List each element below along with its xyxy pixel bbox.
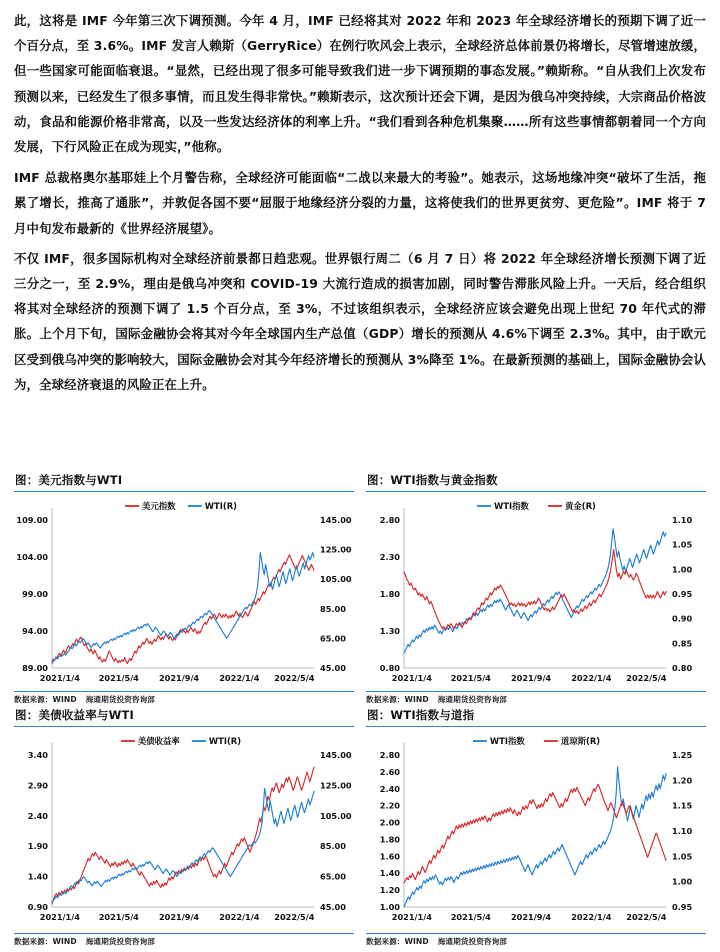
x-axis-tick: 2021/5/4 [98,912,139,922]
legend-label: 美债收益率 [137,736,180,746]
right-axis-tick: 1.20 [672,775,693,786]
right-axis-tick: 1.15 [672,800,693,811]
x-axis-tick: 2022/1/4 [219,912,260,922]
chart-plot-area [14,727,354,933]
chart-legend [121,736,241,746]
right-axis-tick: 45.00 [320,663,346,673]
left-axis-tick: 104.00 [16,552,48,562]
source-dept: 海通期货投资咨询部 [85,695,155,704]
right-axis-tick: 1.10 [672,515,693,525]
series-line-primary [52,767,314,904]
left-axis-tick: 1.90 [27,841,48,852]
right-axis-tick: 105.00 [320,574,352,585]
right-axis-tick: 0.95 [672,902,693,912]
x-axis-tick: 2022/1/4 [571,912,612,922]
right-axis-tick: 85.00 [320,603,346,614]
x-axis-tick: 2021/1/4 [39,912,80,922]
chart-card-wti-gold [366,470,706,705]
x-axis-tick: 2022/5/4 [626,912,667,922]
x-axis-tick: 2021/5/4 [450,912,491,922]
x-axis-tick: 2022/1/4 [571,673,612,683]
left-axis-tick: 2.30 [379,552,400,562]
x-axis-tick: 2022/5/4 [626,673,667,683]
right-axis-tick: 0.90 [672,613,693,624]
left-axis-tick: 1.40 [27,871,48,882]
right-axis-tick: 0.80 [672,663,693,673]
chart-legend [125,501,237,511]
right-axis-tick: 1.10 [672,826,693,836]
left-axis-tick: 1.30 [379,626,400,636]
legend-label: WTI(R) [208,736,242,746]
chart-source-note [14,933,354,947]
chart-legend [477,501,596,511]
right-axis-tick: 1.00 [672,876,693,887]
right-axis-tick: 125.00 [320,780,352,791]
left-axis-tick: 2.40 [379,783,400,794]
chart-title: 图：WTI指数与道指 [366,705,706,727]
series-line-primary [404,529,666,653]
right-axis-tick: 0.85 [672,638,693,649]
line-chart-svg [14,729,354,929]
left-axis-tick: 1.00 [379,902,400,912]
left-axis-tick: 0.90 [27,902,48,912]
left-axis-tick: 109.00 [16,515,48,525]
left-axis-tick: 2.00 [379,817,400,828]
right-axis-tick: 145.00 [320,515,352,525]
left-axis-tick: 2.80 [379,515,400,525]
legend-label: WTI指数 [489,736,525,746]
left-axis-tick: 2.40 [27,810,48,821]
left-axis-tick: 1.40 [379,868,400,879]
x-axis-tick: 2021/9/4 [510,912,552,922]
x-axis-tick: 2021/1/4 [391,673,432,683]
source-dept: 海通期货投资咨询部 [85,937,155,946]
chart-plot-area [366,727,706,933]
chart-title: 图：美元指数与WTI [14,470,354,492]
source-dept: 海通期货投资咨询部 [437,937,507,946]
x-axis-tick: 2021/5/4 [450,673,491,683]
source-prefix: 数据来源：WIND [366,937,429,946]
right-axis-tick: 105.00 [320,810,352,821]
right-axis-tick: 1.05 [672,539,693,550]
chart-source-note [366,691,706,705]
x-axis-tick: 2022/1/4 [219,673,260,683]
right-axis-tick: 0.95 [672,589,693,599]
series-line-secondary [404,550,666,630]
article-body [14,0,706,397]
left-axis-tick: 2.90 [27,780,48,791]
left-axis-tick: 1.60 [379,851,400,862]
left-axis-tick: 1.80 [379,589,400,599]
left-axis-tick: 3.40 [27,750,48,760]
chart-card-ust-yield-wti [14,705,354,947]
right-axis-tick: 65.00 [320,633,346,644]
chart-plot-area [366,492,706,691]
right-axis-tick: 85.00 [320,841,346,852]
paragraph-3: 不仅 IMF，很多国际机构对全球经济前景都日趋悲观。世界银行周二（6 月 7 日）将 2022 年全球经济增长预测下调了近三分之一，至 2.9%，理由是俄乌冲突和 COVID-19 大流行造成的损害加剧，同时警告滞胀风险上升。一天后，经合组织将其对全球经济的预测下调了 1.5 个百分点，至 3%，不过该组织表示，全球经济应该会避免出现上世纪 70 年代式的滞胀。上个月下旬，国际金融协会将其对今年全球国内生产总值（GDP）增长的预测从 4.6%下调至 2.3%。其中，由于欧元区受到俄乌冲突的影响较大，国际金融协会对其今年经济增长的预测从 3%降至 1%。在最新预测的基础上，国际金融协会认为，全球经济衰退的风险正在上升。 [14,250,706,392]
source-prefix: 数据来源：WIND [14,695,77,704]
line-chart-svg [366,729,706,929]
legend-label: 道琼斯(R) [560,736,601,746]
right-axis-tick: 1.00 [672,564,693,575]
line-chart-svg [14,494,354,690]
right-axis-tick: 1.25 [672,750,693,760]
legend-label: 黄金(R) [565,501,596,511]
chart-title: 图：美债收益率与WTI [14,705,354,727]
legend-label: 美元指数 [142,501,176,511]
chart-title: 图：WTI指数与黄金指数 [366,470,706,492]
chart-source-note [14,691,354,705]
chart-card-usd-index-wti [14,470,354,705]
chart-card-wti-dow [366,705,706,947]
right-axis-tick: 145.00 [320,750,352,760]
chart-source-note [366,933,706,947]
left-axis-tick: 1.20 [379,885,400,896]
line-chart-svg [366,494,706,690]
left-axis-tick: 1.80 [379,834,400,845]
x-axis-tick: 2022/5/4 [274,912,315,922]
source-prefix: 数据来源：WIND [14,937,77,946]
x-axis-tick: 2021/9/4 [510,673,552,683]
right-axis-tick: 1.05 [672,851,693,862]
legend-label: WTI指数 [494,501,529,511]
x-axis-tick: 2022/5/4 [274,673,315,683]
series-line-secondary [52,553,314,664]
chart-plot-area [14,492,354,691]
source-dept: 海通期货投资咨询部 [437,695,507,704]
x-axis-tick: 2021/1/4 [39,673,80,683]
left-axis-tick: 2.80 [379,750,400,760]
x-axis-tick: 2021/1/4 [391,912,432,922]
paragraph-2: IMF 总裁格奥尔基耶娃上个月警告称，全球经济可能面临“二战以来最大的考验”。她表示，这场地缘冲突“破坏了生活，拖累了增长，推高了通胀”，并敦促各国不要“屈服于地缘经济分裂的力量，这将使我们的世界更贫穷、更危险”。IMF 将于 7 月中旬发布最新的《世界经济展望》。 [14,170,706,236]
left-axis-tick: 0.80 [379,663,400,673]
right-axis-tick: 125.00 [320,544,352,555]
left-axis-tick: 89.00 [22,663,48,673]
chart-legend [473,736,600,746]
legend-label: WTI(R) [204,501,237,511]
paragraph-1: 此，这将是 IMF 今年第三次下调预测。今年 4 月，IMF 已经将其对 2022 年和 2023 年全球经济增长的预期下调了近一个百分点，至 3.6%。IMF 发言人赖斯（GerryRice）在例行吹风会上表示，全球经济总体前景仍将增长，尽管增速放缓，但一些国家可能面临衰退。“显然，已经出现了很多可能导致我们进一步下调预期的事态发展。”赖斯称。“自从我们上次发布预测以来，已经发生了很多事情，而且发生得非常快。”赖斯表示，这次预计还会下调，是因为俄乌冲突持续，大宗商品价格波动，食品和能源价格非常高，以及一些发达经济体的利率上升。“我们看到各种危机集聚……所有这些事情都朝着同一个方向发展，下行风险正在成为现实，”他称。 [14,13,706,155]
series-line-primary [404,767,666,907]
x-axis-tick: 2021/9/4 [158,912,200,922]
series-line-secondary [52,788,314,902]
right-axis-tick: 45.00 [320,902,346,912]
x-axis-tick: 2021/9/4 [158,673,200,683]
left-axis-tick: 2.60 [379,766,400,777]
left-axis-tick: 94.00 [22,626,48,636]
left-axis-tick: 2.20 [379,800,400,811]
source-prefix: 数据来源：WIND [366,695,429,704]
right-axis-tick: 65.00 [320,871,346,882]
x-axis-tick: 2021/5/4 [98,673,139,683]
charts-grid [14,470,706,947]
left-axis-tick: 99.00 [22,589,48,599]
